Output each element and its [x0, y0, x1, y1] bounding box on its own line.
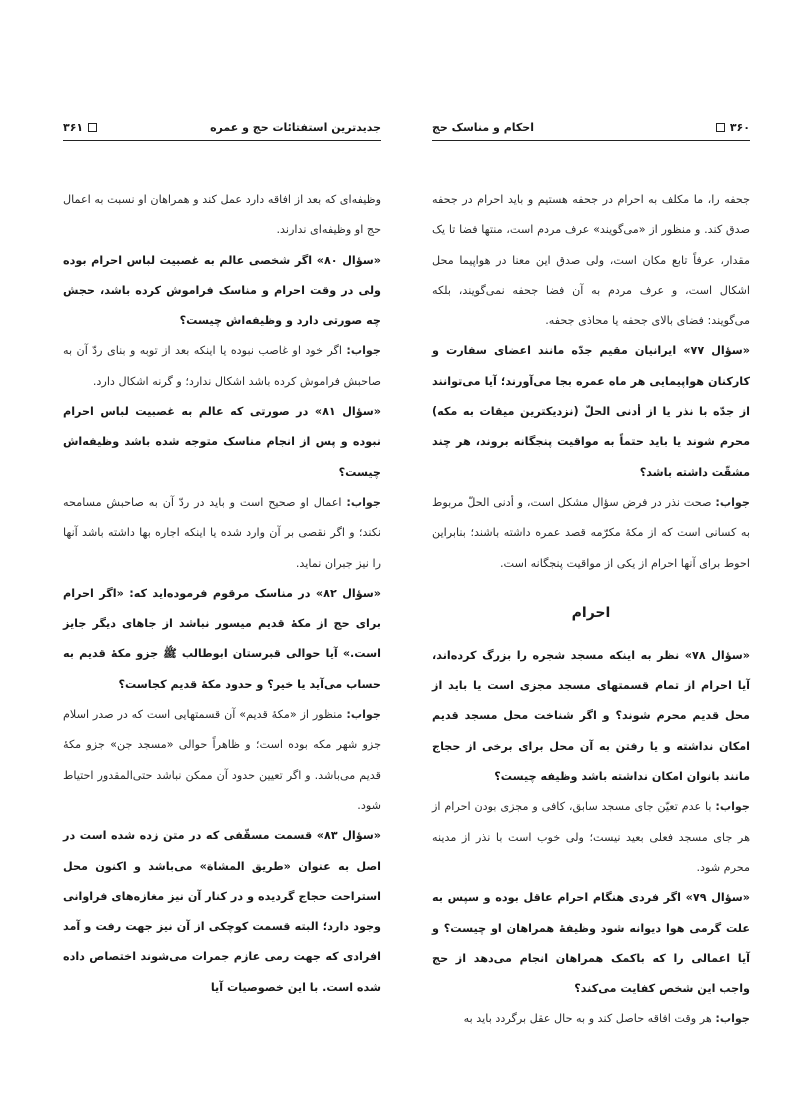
answer-label: جواب: [346, 708, 381, 722]
right-page [432, 118, 750, 1035]
answer-paragraph [63, 336, 381, 397]
question-paragraph: «سؤال ۸۱» در صورتی که عالم به غصبیت لباس احرام نبوده و پس از انجام مناسک متوجه شده باشد وظیفه‌اش چیست؟ [63, 405, 381, 479]
page-number-block [63, 121, 97, 134]
answer-paragraph [63, 488, 381, 579]
body-paragraph: جحفه را، ما مکلف به احرام در جحفه هستیم و باید احرام در جحفه صدق کند. و منظور از «می‌گویند» عرف مردم است، منتها فضا تا یک مقدار، عرفاً تابع مکان است، ولی صدق این معنا در هواپیما محل اشکال است، و عرف مردم به آن فضا جحفه نمی‌گویند، بلکه می‌گویند: فضای بالای جحفه یا محاذی جحفه. [432, 193, 750, 328]
question-paragraph: «سؤال ۸۳» قسمت مسقّفی که در متن زده شده است در اصل به عنوان «طریق المشاة» می‌باشد و اکنون محل استراحت حجاج گردیده و در کنار آن نیز مغازه‌های فراوانی وجود دارد؛ البته قسمت کوچکی از آن نیز جهت رفت و آمد افرادی که جهت رمی عازم جمرات می‌شوند اختصاص داده شده است. با این خصوصیات آیا [63, 829, 381, 994]
answer-label: جواب: [715, 1012, 750, 1026]
answer-text: اعمال او صحیح است و باید در ردّ آن به صاحبش مسامحه نکند؛ و اگر نقصی بر آن وارد شده یا اینکه اجاره بها داشته باشد آنها را نیز جبران نماید. [63, 495, 381, 570]
page-header [63, 118, 381, 141]
answer-text: منظور از «مکهٔ قدیم» آن قسمتهایی است که در صدر اسلام جزو شهر مکه بوده است؛ و ظاهراً حوالی «مسجد جن» جزو مکهٔ قدیم می‌باشد. و اگر تعیین حدود آن ممکن نباشد حتی‌المقدور احتیاط شود. [63, 708, 381, 812]
answer-paragraph [432, 1004, 750, 1034]
answer-label: جواب: [346, 344, 381, 358]
answer-text: هر وقت افاقه حاصل کند و به حال عقل برگردد باید به [463, 1012, 716, 1026]
answer-text: با عدم تعیّن جای مسجد سابق، کافی و مجزی بودن احرام از هر جای مسجد فعلی بعید نیست؛ ولی خوب است با نذر از مدینه محرم شود. [432, 800, 750, 874]
running-title: جدیدترین استفتائات حج و عمره [210, 120, 381, 134]
question-paragraph: «سؤال ۷۸» نظر به اینکه مسجد شجره را بزرگ کرده‌اند، آیا احرام از تمام قسمتهای مسجد مجزی است یا باید از محل قدیم محرم شوند؟ و اگر شناخت محل مسجد قدیم امکان نداشته و یا رفتن به آن محل برای برخی از حجاج مانند بانوان امکان نداشته باشد وظیفه چیست؟ [432, 648, 750, 784]
page-number: ۳۶۰ [729, 120, 750, 134]
answer-label: جواب: [346, 495, 381, 509]
left-page [63, 118, 381, 1003]
page-number: ۳۶۱ [63, 120, 84, 134]
page-number-block [716, 121, 750, 134]
page-header [432, 118, 750, 141]
answer-text: اگر خود او غاصب نبوده یا اینکه بعد از توبه و بنای ردّ آن به صاحبش فراموش کرده باشد اشکال ندارد؛ و گرنه اشکال دارد. [63, 344, 381, 388]
answer-text: صحت نذر در فرض سؤال مشکل است، و أدنی الحلّ مربوط به کسانی است که از مکهٔ مکرّمه قصد عمره داشته باشند؛ بنابراین احوط برای آنها احرام از یکی از مواقیت پنجگانه است. [432, 495, 750, 570]
page-body [432, 185, 750, 1035]
body-paragraph: وظیفه‌ای که بعد از افاقه دارد عمل کند و همراهان او نسبت به اعمال حج او وظیفه‌ای ندارند. [63, 193, 381, 237]
page-body [63, 185, 381, 1003]
question-paragraph: «سؤال ۷۷» ایرانیان مقیم جدّه مانند اعضای سفارت و کارکنان هواپیمایی هر ماه عمره بجا می‌آورند؛ آیا می‌توانند از جدّه با نذر یا از أدنی الحلّ (نزدیکترین میقات به مکه) محرم شوند یا باید حتماً به مواقیت پنجگانه بروند، هر چند مشقّت داشته باشد؟ [432, 344, 750, 479]
answer-label: جواب: [715, 495, 750, 509]
question-paragraph: «سؤال ۷۹» اگر فردی هنگام احرام عاقل بوده و سپس به علت گرمی هوا دیوانه شود وظیفهٔ همراهان او چیست؟ و آیا اعمالی را که باکمک همراهان انجام می‌دهد از حج واجب این شخص کفایت می‌کند؟ [432, 891, 750, 996]
square-ornament-icon [88, 123, 97, 132]
section-heading: احرام [571, 604, 611, 621]
answer-paragraph [63, 700, 381, 821]
question-paragraph: «سؤال ۸۲» در مناسک مرقوم فرموده‌اید که: «اگر احرام برای حج از مکهٔ قدیم میسور نباشد از جاهای دیگر جایز است.» آیا حوالی قبرستان ابوطالب ﷺ جزو مکهٔ قدیم به حساب می‌آید یا خیر؟ و حدود مکهٔ قدیم کجاست؟ [63, 586, 381, 691]
answer-label: جواب: [715, 800, 750, 814]
question-paragraph: «سؤال ۸۰» اگر شخصی عالم به غصبیت لباس احرام بوده ولی در وقت احرام و مناسک فراموش کرده باشد، حجش چه صورتی دارد و وظیفه‌اش چیست؟ [63, 253, 381, 328]
answer-paragraph [432, 488, 750, 579]
running-title: احکام و مناسک حج [432, 120, 534, 134]
square-ornament-icon [716, 123, 725, 132]
answer-paragraph [432, 792, 750, 883]
